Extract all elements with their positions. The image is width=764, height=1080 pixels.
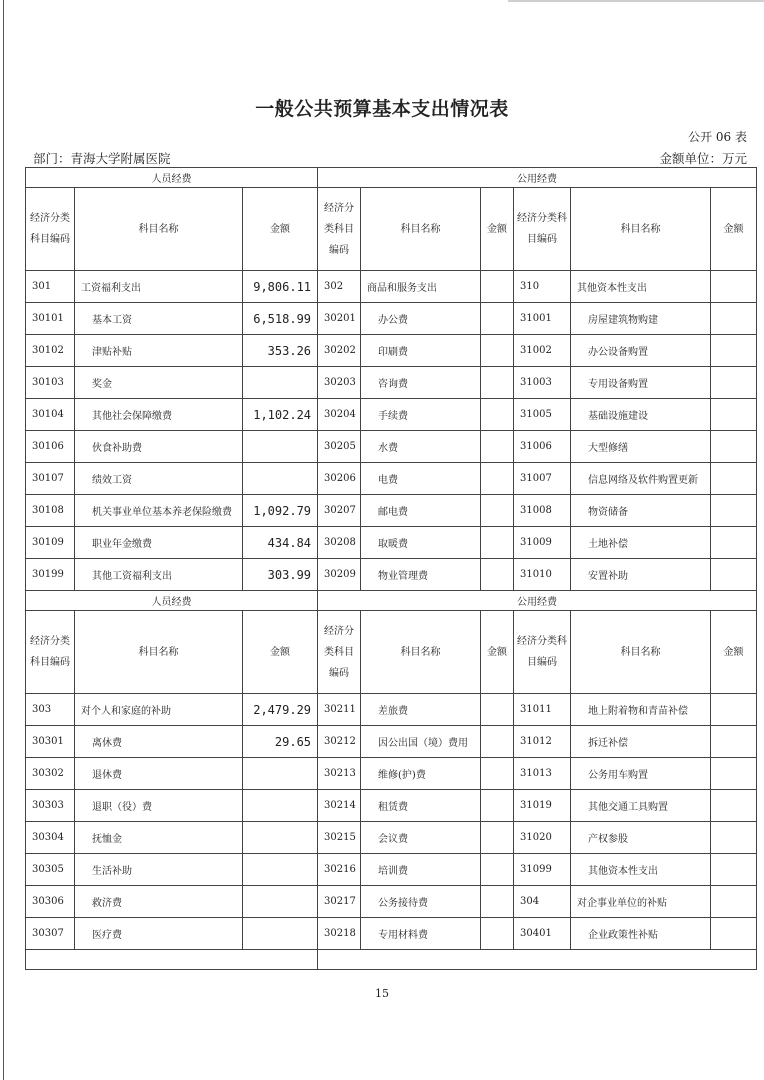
table-row [26,335,757,367]
name-cell: 大型修缮 [571,431,711,463]
amount-cell [243,463,318,495]
code-cell: 30209 [318,559,361,591]
blank-row [26,950,757,970]
name-cell: 津贴补贴 [75,335,243,367]
header-code: 经济分类科目编码 [318,188,361,271]
name-cell: 信息网络及软件购置更新 [571,463,711,495]
name-cell: 伙食补助费 [75,431,243,463]
amount-cell [243,886,318,918]
code-cell: 30109 [26,527,75,559]
amount-cell [711,694,757,726]
name-cell: 离休费 [75,726,243,758]
blank-cell [318,950,757,970]
table-row [26,303,757,335]
code-cell: 30401 [514,918,571,950]
code-cell: 30199 [26,559,75,591]
column-header-row [26,188,757,271]
table-row [26,918,757,950]
code-cell: 31012 [514,726,571,758]
section-personnel: 人员经费 [26,591,318,611]
code-cell: 30201 [318,303,361,335]
table-row [26,790,757,822]
table-row [26,367,757,399]
header-amount: 金额 [481,611,514,694]
code-cell: 30103 [26,367,75,399]
name-cell: 其他交通工具购置 [571,790,711,822]
amount-cell [243,367,318,399]
amount-cell [711,303,757,335]
name-cell: 土地补偿 [571,527,711,559]
name-cell: 会议费 [361,822,481,854]
code-cell: 30205 [318,431,361,463]
code-cell: 31008 [514,495,571,527]
name-cell: 退休费 [75,758,243,790]
code-cell: 30202 [318,335,361,367]
table-row [26,822,757,854]
code-cell: 31013 [514,758,571,790]
column-header-row [26,611,757,694]
section-public: 公用经费 [318,168,757,188]
header-name: 科目名称 [571,611,711,694]
code-cell: 30206 [318,463,361,495]
name-cell: 职业年金缴费 [75,527,243,559]
name-cell: 其他社会保障缴费 [75,399,243,431]
name-cell: 企业政策性补贴 [571,918,711,950]
name-cell: 手续费 [361,399,481,431]
amount-cell [243,822,318,854]
amount-cell [243,790,318,822]
name-cell: 公务接待费 [361,886,481,918]
amount-cell [711,758,757,790]
name-cell: 绩效工资 [75,463,243,495]
code-cell: 30213 [318,758,361,790]
amount-cell: 2,479.29 [243,694,318,726]
header-name: 科目名称 [571,188,711,271]
name-cell: 办公设备购置 [571,335,711,367]
header-amount: 金额 [243,188,318,271]
name-cell: 办公费 [361,303,481,335]
header-amount: 金额 [711,611,757,694]
code-cell: 30106 [26,431,75,463]
name-cell: 差旅费 [361,694,481,726]
table-row [26,559,757,591]
amount-cell: 29.65 [243,726,318,758]
amount-cell [711,335,757,367]
code-cell: 30303 [26,790,75,822]
code-cell: 31020 [514,822,571,854]
section-header-row [26,168,757,188]
name-cell: 退职（役）费 [75,790,243,822]
header-code: 经济分类科目编码 [514,611,571,694]
code-cell: 304 [514,886,571,918]
name-cell: 安置补助 [571,559,711,591]
section-header-row [26,591,757,611]
name-cell: 物资储备 [571,495,711,527]
table-row [26,271,757,303]
name-cell: 取暖费 [361,527,481,559]
code-cell: 31006 [514,431,571,463]
amount-cell [711,431,757,463]
amount-unit-label: 金额单位：万元 [659,151,747,166]
header-name: 科目名称 [361,188,481,271]
amount-cell [711,854,757,886]
amount-cell [481,559,514,591]
name-cell: 印刷费 [361,335,481,367]
code-cell: 30212 [318,726,361,758]
code-cell: 301 [26,271,75,303]
name-cell: 产权参股 [571,822,711,854]
table-row [26,886,757,918]
amount-cell [481,886,514,918]
name-cell: 其他资本性支出 [571,854,711,886]
department-label: 部门：青海大学附属医院 [33,151,171,166]
name-cell: 机关事业单位基本养老保险缴费 [75,495,243,527]
name-cell: 专用材料费 [361,918,481,950]
code-cell: 30216 [318,854,361,886]
code-cell: 30108 [26,495,75,527]
code-cell: 31005 [514,399,571,431]
code-cell: 30208 [318,527,361,559]
name-cell: 救济费 [75,886,243,918]
code-cell: 30102 [26,335,75,367]
amount-cell [481,495,514,527]
amount-cell: 1,102.24 [243,399,318,431]
code-cell: 30217 [318,886,361,918]
section-personnel: 人员经费 [26,168,318,188]
code-cell: 30104 [26,399,75,431]
code-cell: 31002 [514,335,571,367]
code-cell: 30203 [318,367,361,399]
amount-cell [481,399,514,431]
name-cell: 培训费 [361,854,481,886]
amount-cell [711,559,757,591]
name-cell: 电费 [361,463,481,495]
header-amount: 金额 [243,611,318,694]
code-cell: 30207 [318,495,361,527]
code-cell: 31099 [514,854,571,886]
amount-cell [711,790,757,822]
name-cell: 其他资本性支出 [571,271,711,303]
header-code: 经济分类科目编码 [26,188,75,271]
name-cell: 租赁费 [361,790,481,822]
amount-cell [711,367,757,399]
name-cell: 基本工资 [75,303,243,335]
code-cell: 30305 [26,854,75,886]
amount-cell [481,694,514,726]
amount-cell [481,303,514,335]
table-row [26,495,757,527]
name-cell: 咨询费 [361,367,481,399]
code-cell: 30306 [26,886,75,918]
name-cell: 医疗费 [75,918,243,950]
amount-cell [481,431,514,463]
amount-cell: 6,518.99 [243,303,318,335]
amount-cell [481,335,514,367]
name-cell: 邮电费 [361,495,481,527]
table-row [26,758,757,790]
amount-cell [481,271,514,303]
blank-cell [26,950,318,970]
table-row [26,431,757,463]
code-cell: 30107 [26,463,75,495]
name-cell: 维修(护)费 [361,758,481,790]
code-cell: 31009 [514,527,571,559]
amount-cell [711,399,757,431]
name-cell: 对企事业单位的补贴 [571,886,711,918]
amount-cell [711,822,757,854]
table-row [26,527,757,559]
amount-cell [243,918,318,950]
table-row [26,399,757,431]
table-row [26,726,757,758]
amount-cell [481,790,514,822]
code-cell: 30302 [26,758,75,790]
amount-cell: 434.84 [243,527,318,559]
table-row [26,463,757,495]
budget-expenditure-table [25,167,757,970]
header-name: 科目名称 [361,611,481,694]
header-amount: 金额 [481,188,514,271]
code-cell: 31010 [514,559,571,591]
code-cell: 30215 [318,822,361,854]
table-row [26,694,757,726]
amount-cell [481,822,514,854]
name-cell: 奖金 [75,367,243,399]
amount-cell [481,726,514,758]
code-cell: 31001 [514,303,571,335]
name-cell: 水费 [361,431,481,463]
name-cell: 基础设施建设 [571,399,711,431]
header-name: 科目名称 [75,611,243,694]
amount-cell: 303.99 [243,559,318,591]
page-edge-line [3,0,4,1080]
name-cell: 工资福利支出 [75,271,243,303]
code-cell: 31011 [514,694,571,726]
code-cell: 310 [514,271,571,303]
amount-cell [243,431,318,463]
amount-cell [711,726,757,758]
amount-cell [711,527,757,559]
amount-cell: 353.26 [243,335,318,367]
name-cell: 对个人和家庭的补助 [75,694,243,726]
code-cell: 30204 [318,399,361,431]
amount-cell [711,886,757,918]
code-cell: 30214 [318,790,361,822]
name-cell: 公务用车购置 [571,758,711,790]
table-row [26,854,757,886]
amount-cell: 1,092.79 [243,495,318,527]
amount-cell: 9,806.11 [243,271,318,303]
header-code: 经济分类科目编码 [318,611,361,694]
code-cell: 30304 [26,822,75,854]
code-cell: 30301 [26,726,75,758]
code-cell: 302 [318,271,361,303]
amount-cell [481,918,514,950]
page-number: 15 [375,987,389,1000]
amount-cell [711,495,757,527]
code-cell: 31019 [514,790,571,822]
amount-cell [481,463,514,495]
amount-cell [243,854,318,886]
name-cell: 专用设备购置 [571,367,711,399]
name-cell: 拆迁补偿 [571,726,711,758]
document-title: 一般公共预算基本支出情况表 [255,98,509,120]
name-cell: 商品和服务支出 [361,271,481,303]
name-cell: 因公出国（境）费用 [361,726,481,758]
amount-cell [711,463,757,495]
amount-cell [481,854,514,886]
top-border-shadow [508,0,764,2]
amount-cell [481,367,514,399]
amount-cell [481,758,514,790]
amount-cell [481,527,514,559]
header-name: 科目名称 [75,188,243,271]
name-cell: 房屋建筑物购建 [571,303,711,335]
header-code: 经济分类科目编码 [514,188,571,271]
name-cell: 地上附着物和青苗补偿 [571,694,711,726]
header-amount: 金额 [711,188,757,271]
name-cell: 生活补助 [75,854,243,886]
code-cell: 31007 [514,463,571,495]
amount-cell [243,758,318,790]
code-cell: 30211 [318,694,361,726]
code-cell: 30101 [26,303,75,335]
amount-cell [711,918,757,950]
code-cell: 303 [26,694,75,726]
section-public: 公用经费 [318,591,757,611]
name-cell: 物业管理费 [361,559,481,591]
amount-cell [711,271,757,303]
name-cell: 其他工资福利支出 [75,559,243,591]
table-number: 公开 06 表 [688,130,747,144]
code-cell: 30218 [318,918,361,950]
name-cell: 抚恤金 [75,822,243,854]
code-cell: 31003 [514,367,571,399]
code-cell: 30307 [26,918,75,950]
header-code: 经济分类科目编码 [26,611,75,694]
